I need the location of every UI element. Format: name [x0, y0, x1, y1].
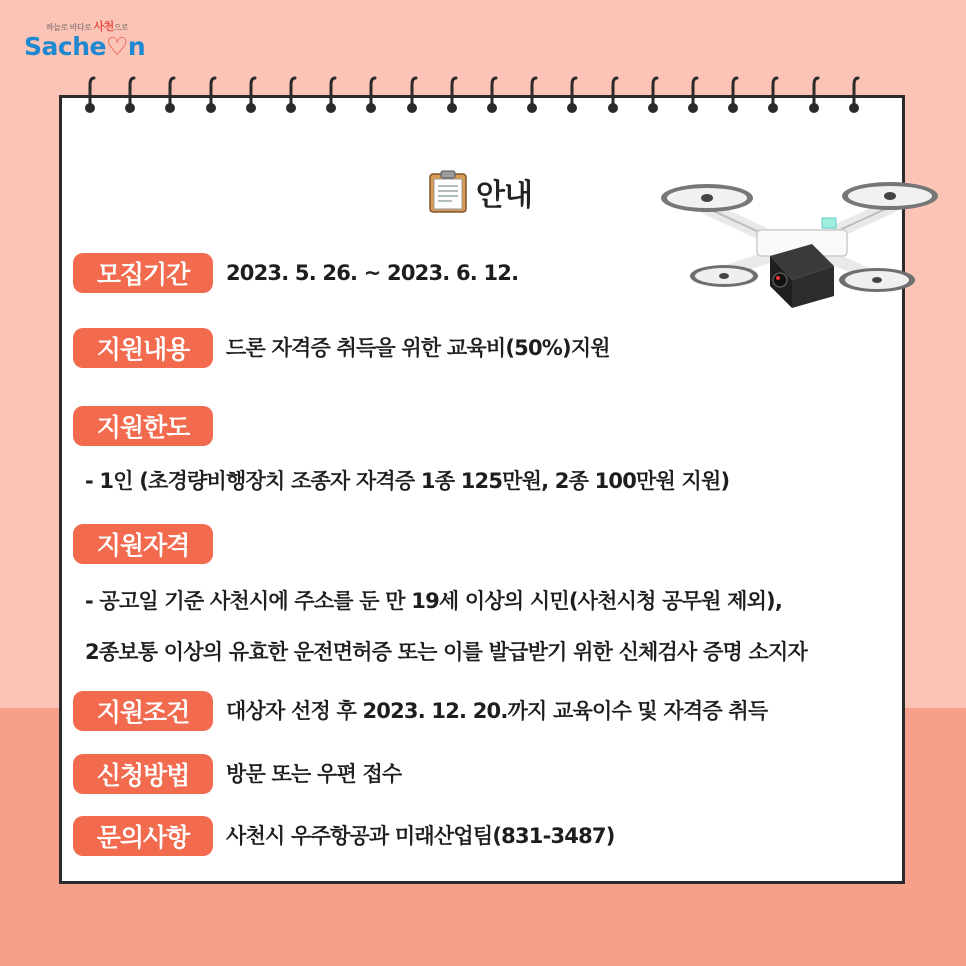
spiral-ring	[244, 75, 258, 115]
spiral-ring	[525, 75, 539, 115]
value-support-content: 드론 자격증 취득을 위한 교육비(50%)지원	[226, 336, 610, 360]
spiral-ring	[324, 75, 338, 115]
title-row	[428, 170, 532, 214]
value-support-limit: - 1인 (초경량비행장치 조종자 자격증 1종 125만원, 2종 100만원 지원)	[85, 469, 730, 493]
value-inquiry: 사천시 우주항공과 미래산업팀(831-3487)	[226, 824, 615, 848]
tag-application-method: 신청방법	[73, 754, 213, 794]
sacheon-logo	[24, 14, 154, 66]
page-title: 안내	[476, 178, 532, 213]
tag-support-content: 지원내용	[73, 328, 213, 368]
spiral-ring	[766, 75, 780, 115]
value-eligibility-line1: - 공고일 기준 사천시에 주소를 둔 만 19세 이상의 시민(사천시청 공무원 제외),	[85, 589, 783, 613]
spiral-ring	[686, 75, 700, 115]
spiral-ring	[485, 75, 499, 115]
spiral-ring	[204, 75, 218, 115]
logo-slogan-pre: 하늘로 바다로	[46, 23, 92, 32]
heart-icon: ♡	[105, 32, 128, 61]
spiral-ring	[726, 75, 740, 115]
logo-word-post: n	[127, 32, 146, 61]
spiral-ring	[847, 75, 861, 115]
tag-eligibility: 지원자격	[73, 524, 213, 564]
value-recruitment-period: 2023. 5. 26. ~ 2023. 6. 12.	[226, 261, 519, 285]
clipboard-icon	[428, 170, 468, 214]
value-application-method: 방문 또는 우편 접수	[226, 762, 402, 786]
spiral-ring	[83, 75, 97, 115]
spiral-ring	[565, 75, 579, 115]
spiral-ring	[445, 75, 459, 115]
spiral-ring	[646, 75, 660, 115]
value-support-condition: 대상자 선정 후 2023. 12. 20.까지 교육이수 및 자격증 취득	[226, 699, 768, 723]
tag-inquiry: 문의사항	[73, 816, 213, 856]
spiral-ring	[807, 75, 821, 115]
tag-support-condition: 지원조건	[73, 691, 213, 731]
logo-wordmark	[24, 32, 145, 61]
spiral-ring	[606, 75, 620, 115]
logo-word-pre: Sache	[24, 32, 106, 61]
spiral-ring	[123, 75, 137, 115]
spiral-ring	[284, 75, 298, 115]
tag-support-limit: 지원한도	[73, 406, 213, 446]
spiral-ring	[364, 75, 378, 115]
logo-slogan-post: 으로	[113, 23, 129, 32]
drone-illustration	[652, 168, 942, 318]
logo-slogan-city: 사천	[93, 20, 114, 33]
spiral-ring	[405, 75, 419, 115]
spiral-ring	[163, 75, 177, 115]
value-eligibility-line2: 2종보통 이상의 유효한 운전면허증 또는 이를 발급받기 위한 신체검사 증명 소지자	[85, 640, 807, 664]
tag-recruitment-period: 모집기간	[73, 253, 213, 293]
